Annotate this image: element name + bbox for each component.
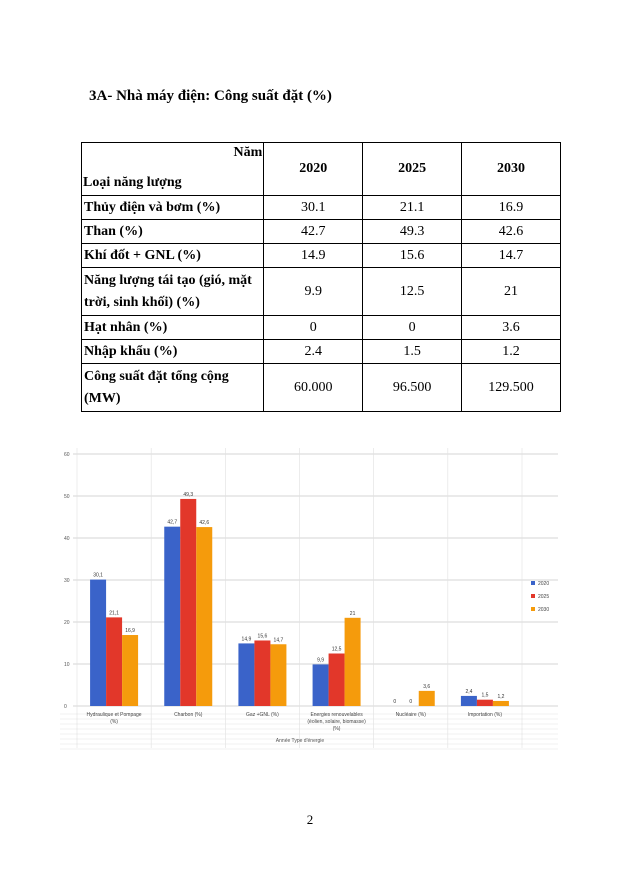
page-number: 2 xyxy=(306,812,314,827)
data-label: 0 xyxy=(393,699,397,705)
legend-swatch xyxy=(531,594,535,598)
bar-2020 xyxy=(238,643,254,706)
table-cell: 9.9 xyxy=(264,268,363,316)
corner-type-label: Loại năng lượng xyxy=(83,175,182,190)
data-label: 21,1 xyxy=(109,610,119,617)
x-tick-label: Importation (%) xyxy=(467,712,503,718)
data-label: 9,9 xyxy=(317,657,325,664)
bar-2030 xyxy=(419,691,435,706)
row-label: Nhập khẩu (%) xyxy=(82,340,264,364)
x-tick-label: (éolien, solaire, biomasse) xyxy=(307,719,366,725)
table-cell: 15.6 xyxy=(363,244,462,268)
year-header: 2030 xyxy=(462,143,561,196)
table-cell: 1.5 xyxy=(363,340,462,364)
table-cell: 42.6 xyxy=(462,220,561,244)
bar-2030 xyxy=(196,527,212,706)
data-label: 42,7 xyxy=(167,519,178,526)
x-tick-label: Energies renouvelables xyxy=(310,712,363,718)
data-label: 2,4 xyxy=(465,688,473,695)
legend-swatch xyxy=(531,607,535,611)
bar-2030 xyxy=(345,618,361,706)
table-cell: 129.500 xyxy=(462,364,561,412)
row-label: Khí đốt + GNL (%) xyxy=(82,244,264,268)
x-tick-label: Hydraulique et Pompage xyxy=(86,712,142,718)
bar-2020 xyxy=(164,527,180,706)
table-cell: 14.7 xyxy=(462,244,561,268)
table-cell: 30.1 xyxy=(264,196,363,220)
table-cell: 0 xyxy=(264,316,363,340)
legend-label: 2030 xyxy=(538,607,550,613)
y-tick-label: 0 xyxy=(64,704,67,710)
data-label: 12,5 xyxy=(331,646,342,653)
row-label: Thủy điện và bơm (%) xyxy=(82,196,264,220)
table-cell: 49.3 xyxy=(363,220,462,244)
year-header: 2020 xyxy=(264,143,363,196)
capacity-table xyxy=(81,142,561,412)
bar-2030 xyxy=(122,635,138,706)
y-tick-label: 50 xyxy=(64,494,70,500)
table-cell: 60.000 xyxy=(264,364,363,412)
table-cell: 42.7 xyxy=(264,220,363,244)
y-tick-label: 40 xyxy=(64,536,70,542)
table-cell: 21.1 xyxy=(363,196,462,220)
y-tick-label: 10 xyxy=(64,662,70,668)
data-label: 3,6 xyxy=(423,683,431,690)
bar-2025 xyxy=(180,499,196,706)
x-tick-label: (%) xyxy=(332,726,341,732)
table-row xyxy=(82,364,561,412)
year-header: 2025 xyxy=(363,143,462,196)
bar-2030 xyxy=(270,644,286,706)
data-label: 14,9 xyxy=(241,636,252,643)
table-row xyxy=(82,220,561,244)
table-cell: 21 xyxy=(462,268,561,316)
bar-2025 xyxy=(329,654,345,707)
x-tick-label: (%) xyxy=(110,719,118,725)
data-label: 0 xyxy=(409,699,413,705)
data-label: 21 xyxy=(349,610,356,617)
data-label: 1,2 xyxy=(497,693,505,700)
table-cell: 0 xyxy=(363,316,462,340)
table-cell: 1.2 xyxy=(462,340,561,364)
y-tick-label: 60 xyxy=(64,452,70,458)
row-label: Năng lượng tái tạo (gió, mặt trời, sinh khối) (%) xyxy=(82,268,264,316)
table-cell: 14.9 xyxy=(264,244,363,268)
legend-label: 2020 xyxy=(538,581,550,587)
x-tick-label: Charbon (%) xyxy=(174,712,203,718)
table-cell: 16.9 xyxy=(462,196,561,220)
data-label: 15,6 xyxy=(257,633,268,640)
data-label: 30,1 xyxy=(93,572,103,579)
table-row xyxy=(82,340,561,364)
bar-2020 xyxy=(90,580,106,706)
data-label: 14,7 xyxy=(273,637,284,644)
x-tick-label: Nucléaire (%) xyxy=(395,712,426,718)
table-row xyxy=(82,244,561,268)
y-tick-label: 30 xyxy=(64,578,70,584)
data-label: 42,6 xyxy=(199,520,210,527)
y-tick-label: 20 xyxy=(64,620,70,626)
corner-year-label: Năm xyxy=(233,145,263,160)
legend-swatch xyxy=(531,581,535,585)
row-label: Hạt nhân (%) xyxy=(82,316,264,340)
x-axis-title: Année Type d'énergie xyxy=(275,738,325,744)
table-cell: 3.6 xyxy=(462,316,561,340)
data-label: 16,9 xyxy=(125,628,135,635)
data-label: 1,5 xyxy=(481,692,489,699)
data-label: 49,3 xyxy=(183,491,194,498)
bar-2025 xyxy=(477,700,493,706)
row-label: Than (%) xyxy=(82,220,264,244)
table-header-row xyxy=(82,143,561,196)
section-heading: 3A- Nhà máy điện: Công suất đặt (%) xyxy=(89,88,332,104)
row-label: Công suất đặt tổng cộng (MW) xyxy=(82,364,264,412)
x-tick-label: Gaz +GNL (%) xyxy=(246,712,279,718)
capacity-bar-chart xyxy=(60,440,560,752)
table-corner-cell xyxy=(82,143,264,196)
bar-2025 xyxy=(106,617,122,706)
legend-label: 2025 xyxy=(538,594,550,600)
table-cell: 2.4 xyxy=(264,340,363,364)
bar-2020 xyxy=(461,696,477,706)
table-cell: 96.500 xyxy=(363,364,462,412)
table-row xyxy=(82,316,561,340)
bar-2020 xyxy=(313,664,329,706)
table-row xyxy=(82,196,561,220)
bar-2030 xyxy=(493,701,509,706)
bar-2025 xyxy=(254,640,270,706)
table-row xyxy=(82,268,561,316)
table-cell: 12.5 xyxy=(363,268,462,316)
